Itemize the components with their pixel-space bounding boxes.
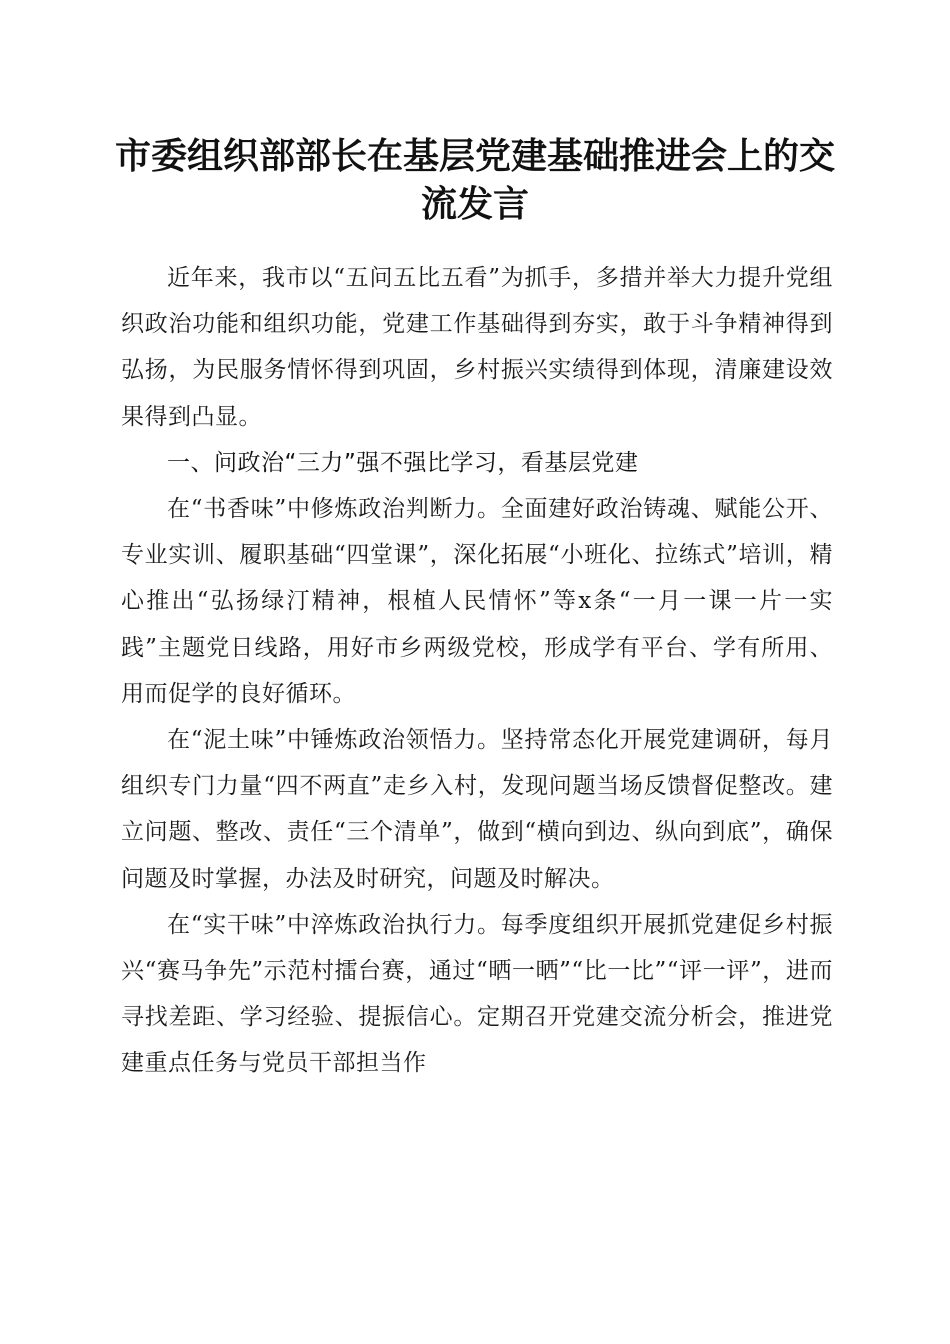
section-heading: 一、问政治“三力”强不强比学习，看基层党建	[167, 449, 639, 476]
document-body	[121, 255, 833, 1087]
body-paragraph: 在“实干味”中淬炼政治执行力。每季度组织开展抓党建促乡村振兴“赛马争先”示范村擂台赛，通过“晒一晒”“比一比”“评一评”，进而寻找差距、学习经验、提振信心。定期召开党建交流分析会，推进党建重点任务与党员干部担当作	[121, 911, 833, 1077]
body-paragraph: 在“泥土味”中锤炼政治领悟力。坚持常态化开展党建调研，每月组织专门力量“四不两直”走乡入村，发现问题当场反馈督促整改。建立问题、整改、责任“三个清单”，做到“横向到边、纵向到底”，确保问题及时掌握，办法及时研究，问题及时解决。	[121, 727, 833, 892]
document-title: 市委组织部部长在基层党建基础推进会上的交流发言	[114, 135, 835, 225]
body-paragraph: 在“书香味”中修炼政治判断力。全面建好政治铸魂、赋能公开、专业实训、履职基础“四堂课”，深化拓展“小班化、拉练式”培训，精心推出“弘扬绿汀精神，根植人民情怀”等x条“一月一课一片一实践”主题党日线路，用好市乡两级党校，形成学有平台、学有所用、用而促学的良好循环。	[121, 496, 833, 707]
intro-paragraph: 近年来，我市以“五问五比五看”为抓手，多措并举大力提升党组织政治功能和组织功能，党建工作基础得到夯实，敢于斗争精神得到弘扬，为民服务情怀得到巩固，乡村振兴实绩得到体现，清廉建设效果得到凸显。	[121, 265, 833, 430]
